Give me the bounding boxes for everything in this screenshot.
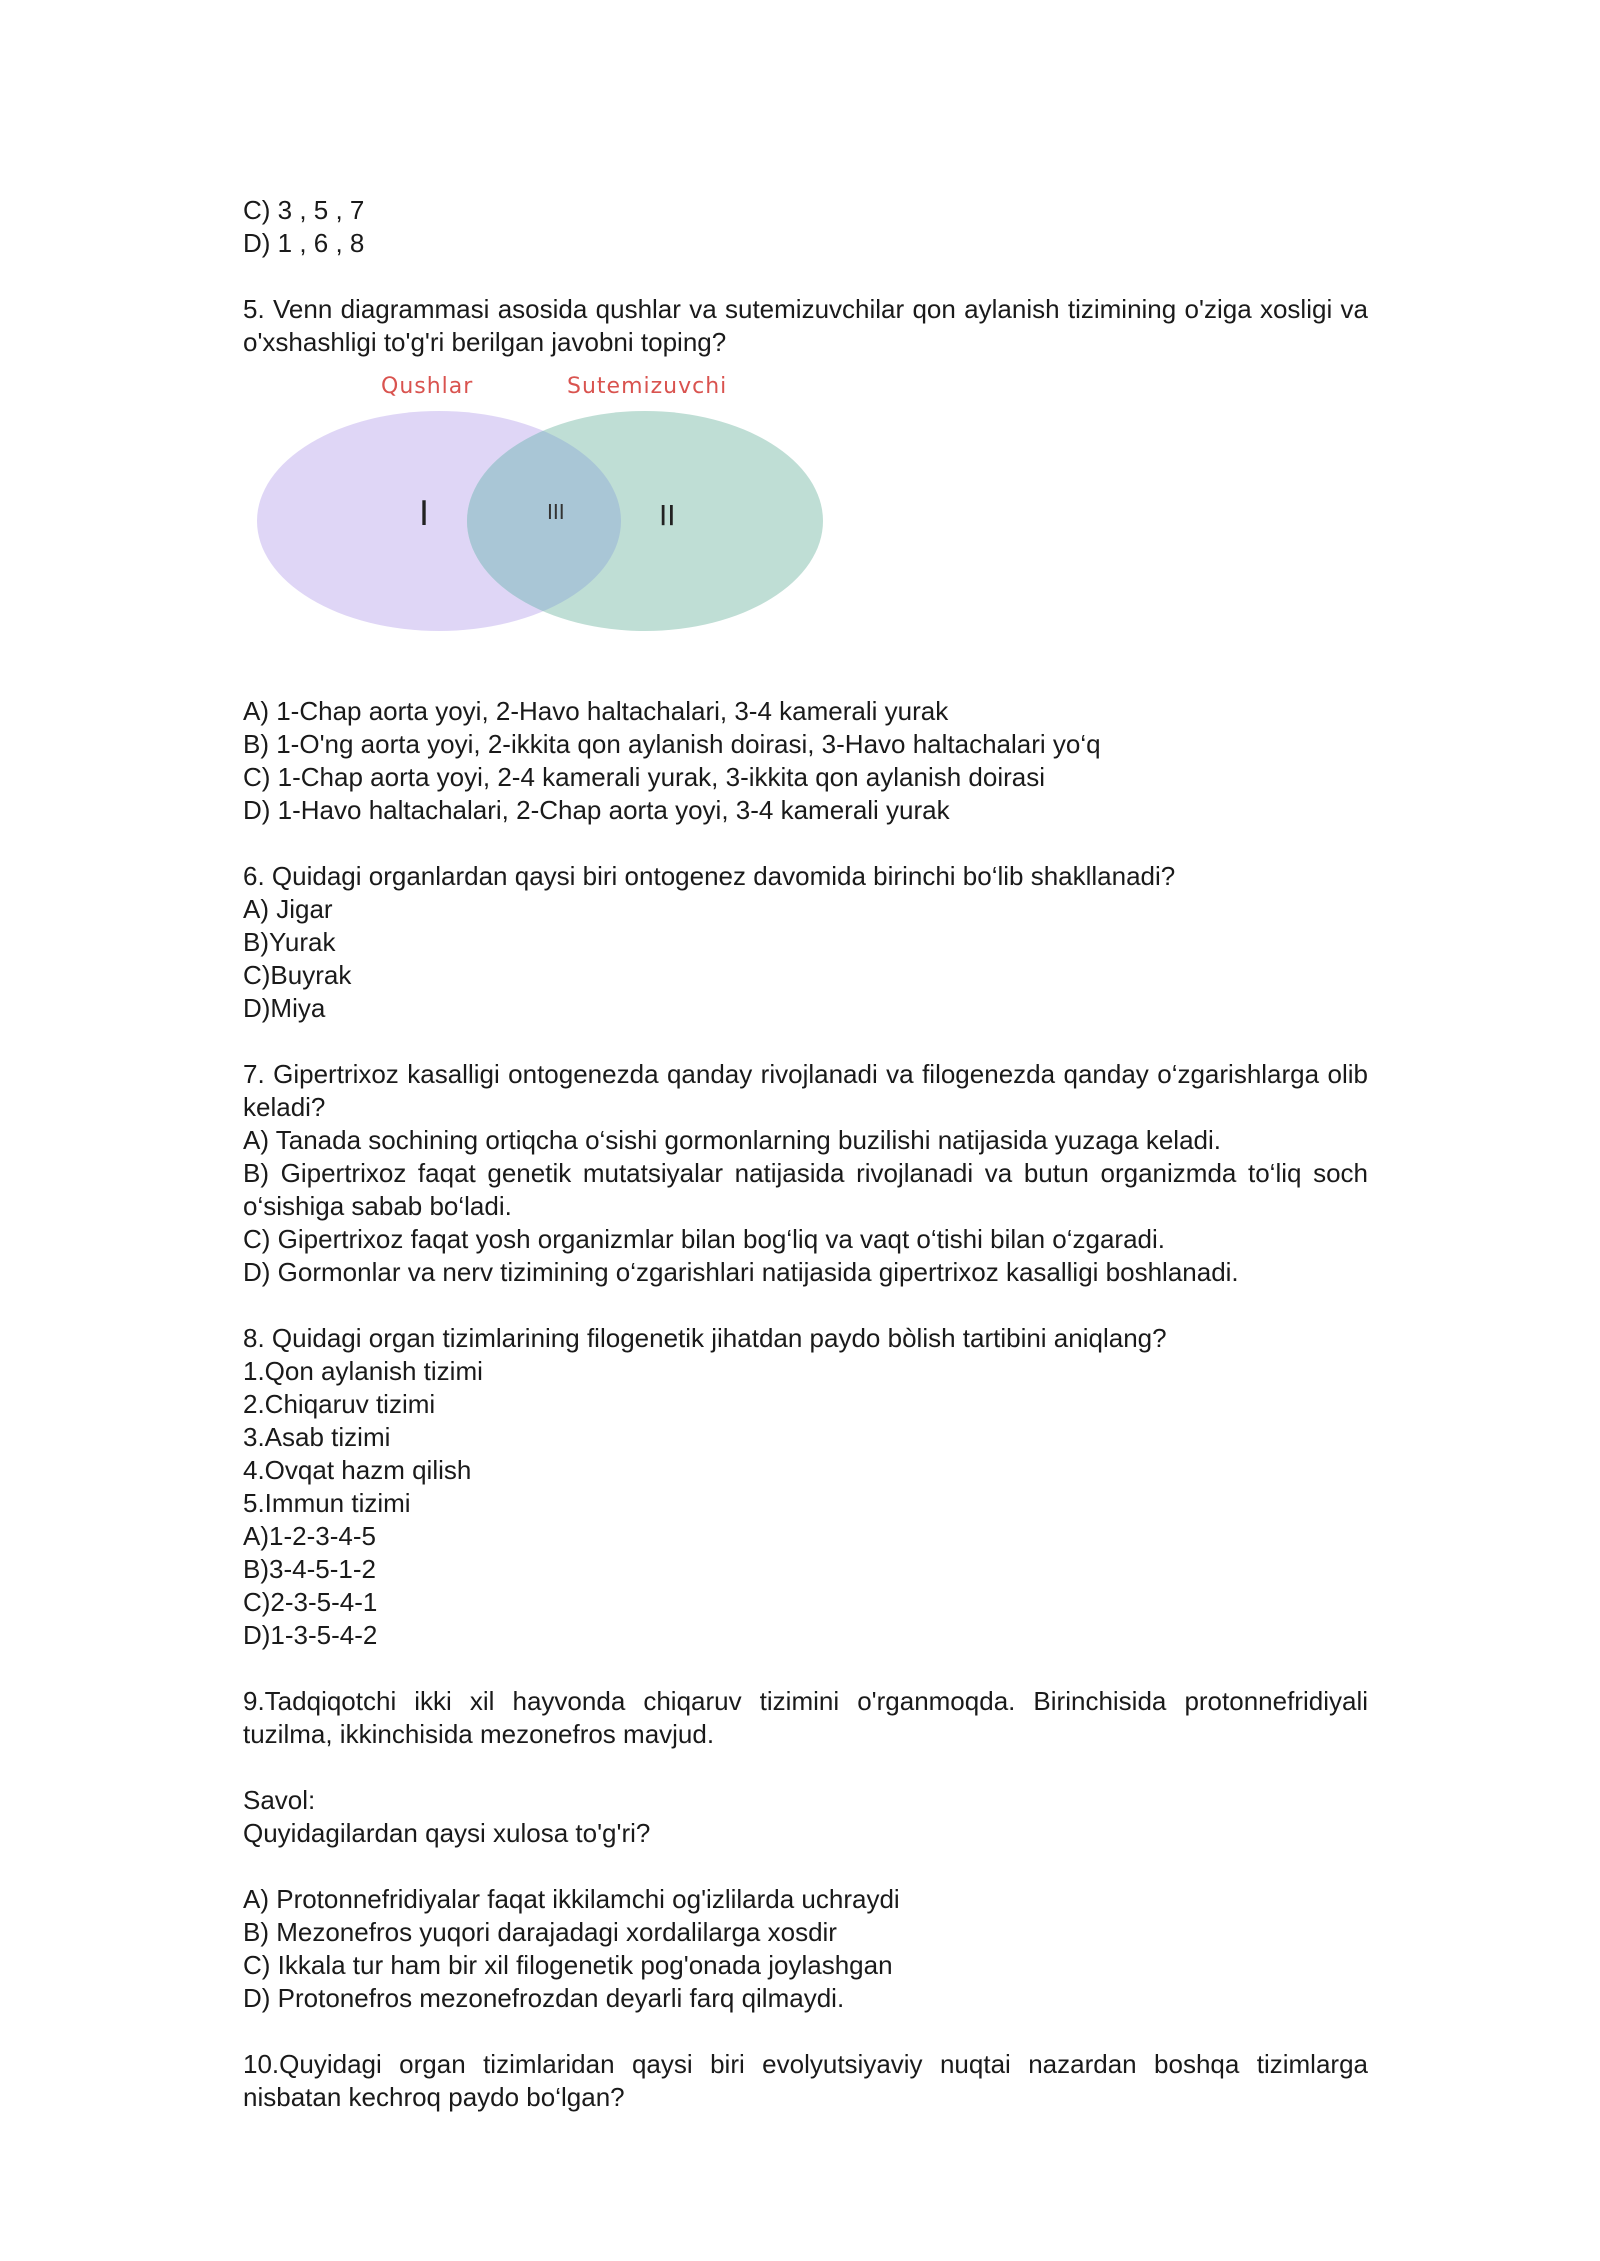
q4-option-c: C) 3 , 5 , 7	[243, 195, 365, 225]
q7-option-d: D) Gormonlar va nerv tizimining o‘zgarishlari natijasida gipertrixoz kasalligi boshlanadi.	[243, 1257, 1239, 1287]
q5-option-a: A) 1-Chap aorta yoyi, 2-Havo haltachalari, 3-4 kamerali yurak	[243, 696, 949, 726]
venn-diagram	[243, 359, 843, 649]
venn-region-left: I	[419, 494, 430, 534]
q7-option-b: B) Gipertrixoz faqat genetik mutatsiyalar natijasida rivojlanadi va butun organizmda to‘liq soch o‘sishiga sabab bo‘ladi.	[243, 1158, 1376, 1221]
q7-option-c: C) Gipertrixoz faqat yosh organizmlar bilan bog‘liq va vaqt o‘tishi bilan o‘zgaradi.	[243, 1224, 1166, 1254]
q6-title: 6. Quidagi organlardan qaysi biri ontogenez davomida birinchi bo‘lib shakllanadi?	[243, 861, 1176, 891]
document-content	[243, 194, 1376, 2114]
q6-option-a: A) Jigar	[243, 894, 333, 924]
venn-region-middle: III	[547, 500, 565, 524]
q8-title: 8. Quidagi organ tizimlarining filogenetik jihatdan paydo bòlish tartibini aniqlang?	[243, 1323, 1167, 1353]
q8-option-b: B)3-4-5-1-2	[243, 1554, 376, 1584]
q9-option-c: C) Ikkala tur ham bir xil filogenetik pog'onada joylashgan	[243, 1950, 893, 1980]
q5-option-c: C) 1-Chap aorta yoyi, 2-4 kamerali yurak, 3-ikkita qon aylanish doirasi	[243, 762, 1046, 792]
q7-title: 7. Gipertrixoz kasalligi ontogenezda qanday rivojlanadi va filogenezda qanday o‘zgarishlarga olib keladi?	[243, 1059, 1368, 1122]
q6-option-c: C)Buyrak	[243, 960, 352, 990]
q9-savol-label: Savol:	[243, 1785, 316, 1815]
q8-option-d: D)1-3-5-4-2	[243, 1620, 378, 1650]
q10-title: 10.Quyidagi organ tizimlaridan qaysi biri evolyutsiyaviy nuqtai nazardan boshqa tizimlarga nisbatan kechroq paydo bo‘lgan?	[243, 2049, 1368, 2112]
q6-option-b: B)Yurak	[243, 927, 336, 957]
venn-svg	[243, 359, 843, 649]
q9-option-b: B) Mezonefros yuqori darajadagi xordalilarga xosdir	[243, 1917, 837, 1947]
q8-item-1: 1.Qon aylanish tizimi	[243, 1356, 483, 1386]
q8-item-5: 5.Immun tizimi	[243, 1488, 411, 1518]
venn-region-right: II	[659, 499, 676, 532]
q8-item-3: 3.Asab tizimi	[243, 1422, 391, 1452]
q9-question: Quyidagilardan qaysi xulosa to'g'ri?	[243, 1818, 651, 1848]
q5-title: 5. Venn diagrammasi asosida qushlar va sutemizuvchilar qon aylanish tizimining o'ziga xosligi va o'xshashligi to'g'ri berilgan javobni toping?	[243, 294, 1368, 357]
q6-option-d: D)Miya	[243, 993, 326, 1023]
venn-label-right: Sutemizuvchi	[567, 374, 728, 399]
q5-option-d: D) 1-Havo haltachalari, 2-Chap aorta yoyi, 3-4 kamerali yurak	[243, 795, 950, 825]
q9-option-d: D) Protonefros mezonefrozdan deyarli farq qilmaydi.	[243, 1983, 845, 2013]
q8-item-2: 2.Chiqaruv tizimi	[243, 1389, 436, 1419]
q4-option-d: D) 1 , 6 , 8	[243, 228, 365, 258]
q9-option-a: A) Protonnefridiyalar faqat ikkilamchi og'izlilarda uchraydi	[243, 1884, 900, 1914]
q7-option-a: A) Tanada sochining ortiqcha o‘sishi gormonlarning buzilishi natijasida yuzaga keladi.	[243, 1125, 1221, 1155]
q8-item-4: 4.Ovqat hazm qilish	[243, 1455, 472, 1485]
q9-title: 9.Tadqiqotchi ikki xil hayvonda chiqaruv tizimini o'rganmoqda. Birinchisida protonnefridiyali tuzilma, ikkinchisida mezonefros mavjud.	[243, 1686, 1368, 1749]
venn-label-left: Qushlar	[381, 374, 474, 399]
q5-option-b: B) 1-O'ng aorta yoyi, 2-ikkita qon aylanish doirasi, 3-Havo haltachalari yo‘q	[243, 729, 1101, 759]
q8-option-c: C)2-3-5-4-1	[243, 1587, 378, 1617]
q8-option-a: A)1-2-3-4-5	[243, 1521, 376, 1551]
